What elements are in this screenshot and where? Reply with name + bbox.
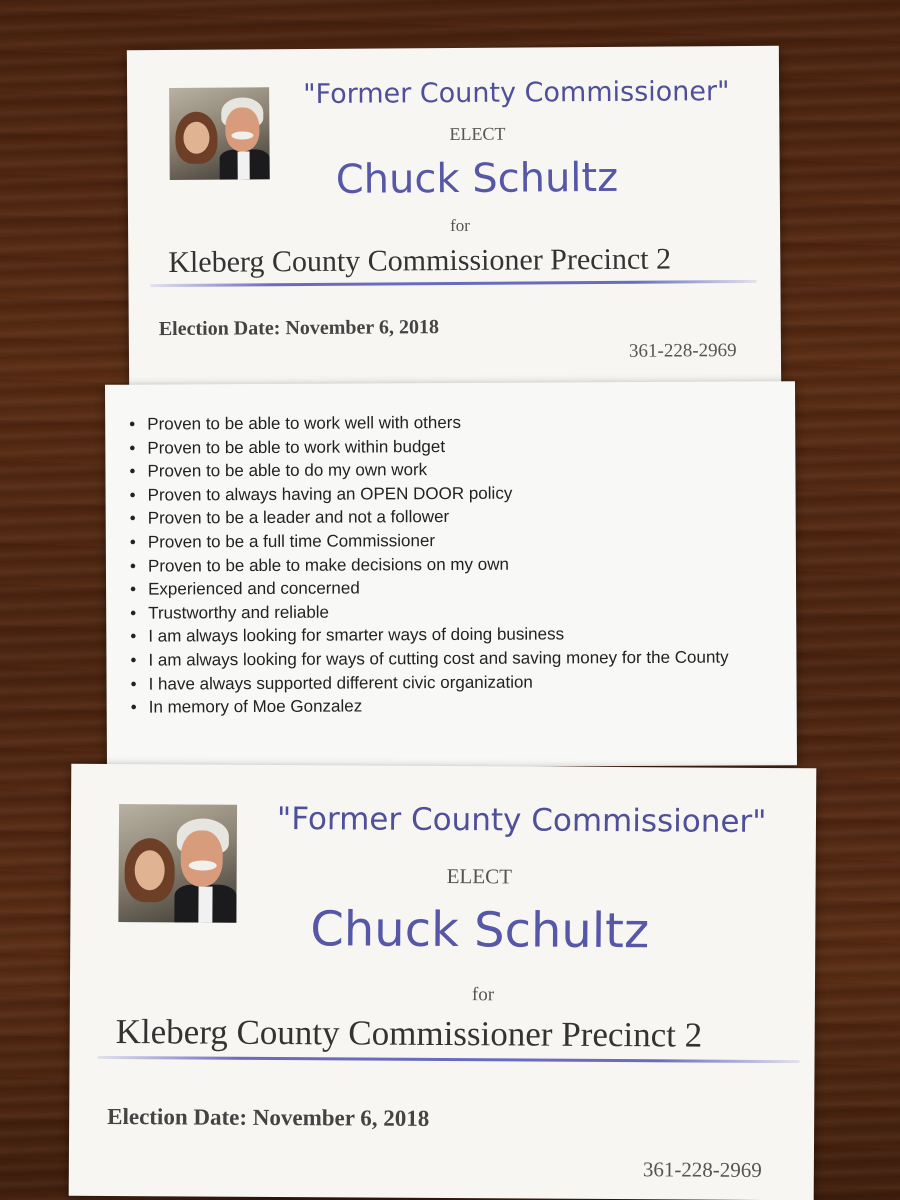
tagline: "Former County Commissioner" <box>303 76 730 111</box>
list-item: • Proven to be able to make decisions on my own <box>130 551 748 578</box>
election-date: Election Date: November 6, 2018 <box>107 1103 430 1131</box>
candidate-name: Chuck Schultz <box>310 901 650 960</box>
list-item: • Proven to be able to work well with others <box>129 409 747 436</box>
elect-label: ELECT <box>449 123 506 145</box>
business-card-top <box>127 46 781 387</box>
candidate-photo <box>169 87 270 180</box>
list-item: • In memory of Moe Gonzalez <box>131 693 749 720</box>
list-item: • I am always looking for smarter ways of doing business <box>130 622 748 649</box>
election-date: Election Date: November 6, 2018 <box>158 316 439 341</box>
divider-line <box>98 1056 800 1063</box>
list-item: • Proven to be able to do my own work <box>129 457 747 484</box>
elect-label: ELECT <box>446 864 513 889</box>
phone-number: 361-228-2969 <box>628 340 737 362</box>
office-title: Kleberg County Commissioner Precinct 2 <box>115 1012 703 1055</box>
list-item: • Proven to be a full time Commissioner <box>130 527 748 554</box>
divider-line <box>150 280 756 287</box>
phone-number: 361-228-2969 <box>642 1157 762 1182</box>
list-item: • Trustworthy and reliable <box>130 598 748 625</box>
list-item: • Proven to be able to work within budget <box>129 433 747 460</box>
candidate-photo <box>118 804 237 923</box>
office-title: Kleberg County Commissioner Precinct 2 <box>168 242 672 279</box>
list-item: • Proven to always having an OPEN DOOR policy <box>130 480 748 507</box>
for-label: for <box>471 984 495 1006</box>
tagline: "Former County Commissioner" <box>276 800 767 840</box>
list-item: • I have always supported different civic organization <box>131 669 749 696</box>
list-item: • Proven to be a leader and not a follower <box>130 504 748 531</box>
qualifications-list <box>129 409 749 719</box>
business-card-middle <box>105 381 797 769</box>
candidate-name: Chuck Schultz <box>335 154 619 203</box>
for-label: for <box>450 215 470 236</box>
list-item: • I am always looking for ways of cutting cost and saving money for the County <box>130 645 748 672</box>
list-item: • Experienced and concerned <box>130 575 748 602</box>
business-card-bottom <box>69 764 817 1200</box>
